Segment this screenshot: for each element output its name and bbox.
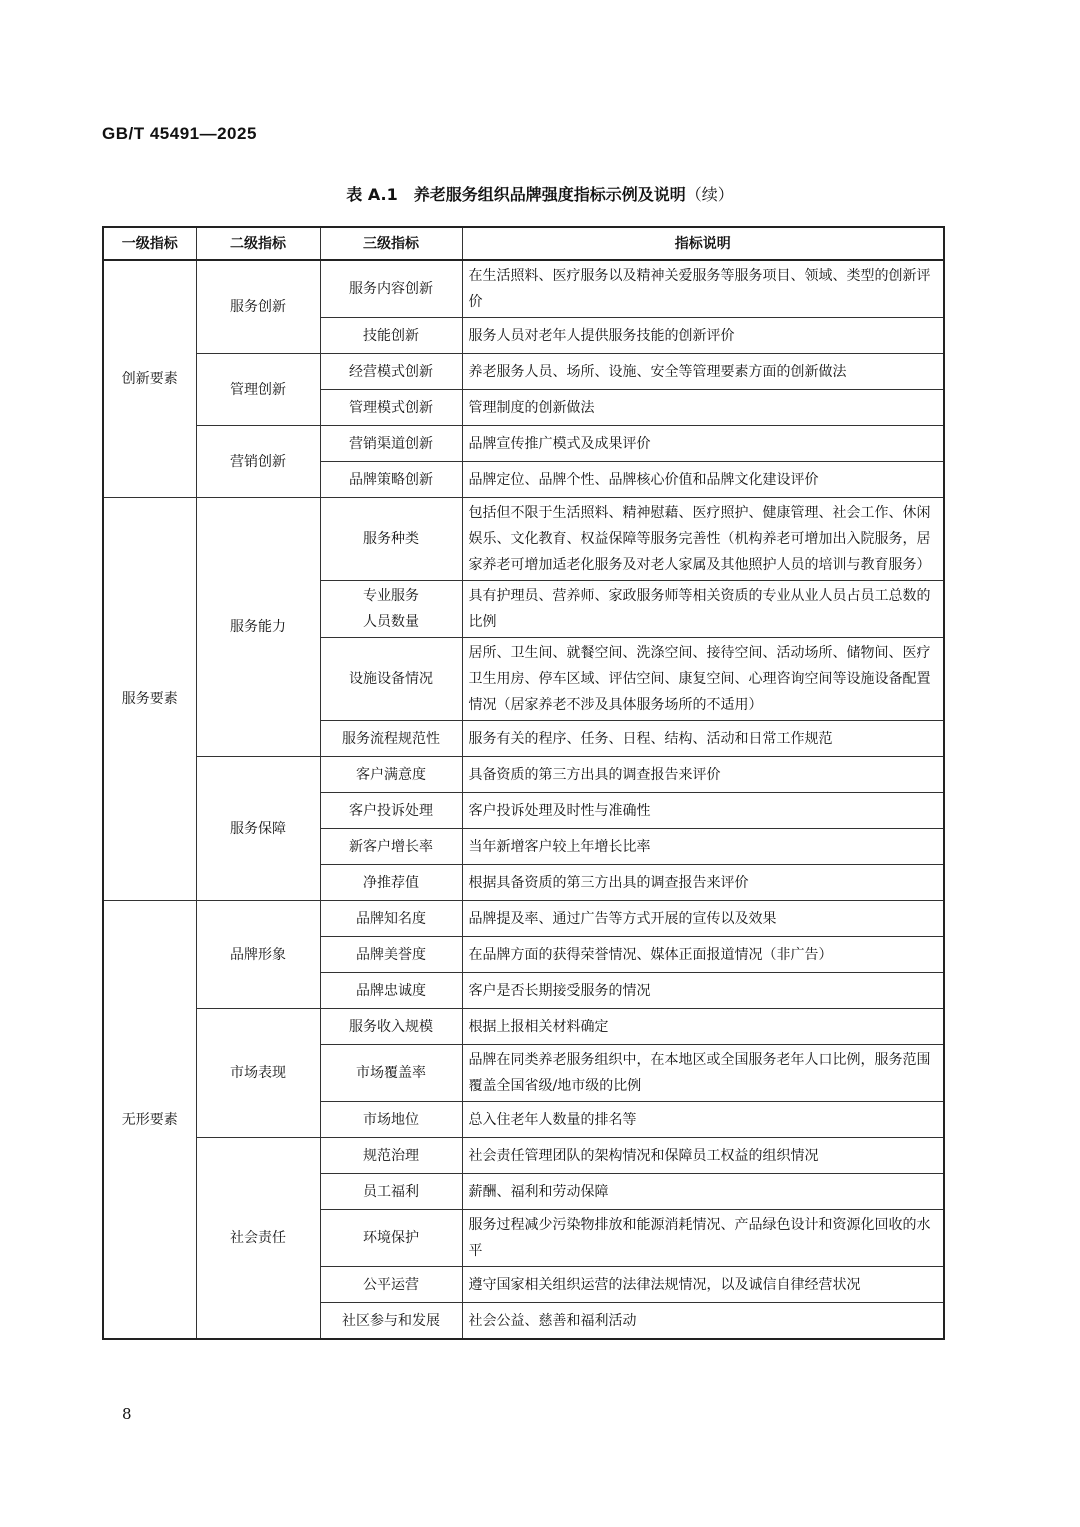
level2-cell: 社会责任	[196, 1138, 320, 1340]
level3-cell: 市场地位	[320, 1102, 462, 1138]
table-row	[103, 1009, 944, 1045]
table-row	[103, 354, 944, 390]
level3-cell: 规范治理	[320, 1138, 462, 1174]
level2-cell: 服务保障	[196, 757, 320, 901]
table-row	[103, 901, 944, 937]
level3-cell: 服务流程规范性	[320, 721, 462, 757]
table-header-row	[103, 227, 944, 260]
page-number: 8	[122, 1405, 132, 1423]
description-cell: 客户投诉处理及时性与准确性	[462, 793, 944, 829]
level2-cell: 管理创新	[196, 354, 320, 426]
description-cell: 根据上报相关材料确定	[462, 1009, 944, 1045]
table-title	[0, 182, 1080, 205]
description-cell: 具备资质的第三方出具的调查报告来评价	[462, 757, 944, 793]
level3-cell: 品牌忠诚度	[320, 973, 462, 1009]
description-cell: 当年新增客户较上年增长比率	[462, 829, 944, 865]
level2-cell: 服务能力	[196, 498, 320, 757]
level3-cell: 员工福利	[320, 1174, 462, 1210]
level3-cell: 服务收入规模	[320, 1009, 462, 1045]
table-title-continued: （续）	[685, 185, 734, 204]
level3-cell: 客户投诉处理	[320, 793, 462, 829]
description-cell: 薪酬、福利和劳动保障	[462, 1174, 944, 1210]
table-row	[103, 498, 944, 581]
description-cell: 品牌提及率、通过广告等方式开展的宣传以及效果	[462, 901, 944, 937]
level3-cell: 服务内容创新	[320, 260, 462, 318]
level3-cell: 服务种类	[320, 498, 462, 581]
description-cell: 社会公益、慈善和福利活动	[462, 1303, 944, 1340]
level3-cell: 客户满意度	[320, 757, 462, 793]
table-row	[103, 757, 944, 793]
table-row	[103, 260, 944, 318]
table-row	[103, 426, 944, 462]
description-cell: 养老服务人员、场所、设施、安全等管理要素方面的创新做法	[462, 354, 944, 390]
level3-cell: 管理模式创新	[320, 390, 462, 426]
level3-cell: 营销渠道创新	[320, 426, 462, 462]
col-header-description: 指标说明	[462, 227, 944, 260]
description-cell: 品牌宣传推广模式及成果评价	[462, 426, 944, 462]
description-cell: 在品牌方面的获得荣誉情况、媒体正面报道情况（非广告）	[462, 937, 944, 973]
col-header-level3: 三级指标	[320, 227, 462, 260]
description-cell: 服务人员对老年人提供服务技能的创新评价	[462, 318, 944, 354]
level1-cell: 服务要素	[103, 498, 196, 901]
level3-cell: 净推荐值	[320, 865, 462, 901]
description-cell: 居所、卫生间、就餐空间、洗涤空间、接待空间、活动场所、储物间、医疗卫生用房、停车区域、评估空间、康复空间、心理咨询空间等设施设备配置情况（居家养老不涉及具体服务场所的不适用）	[462, 638, 944, 721]
description-cell: 包括但不限于生活照料、精神慰藉、医疗照护、健康管理、社会工作、休闲娱乐、文化教育、权益保障等服务完善性（机构养老可增加出入院服务，居家养老可增加适老化服务及对老人家属及其他照护人员的培训与教育服务）	[462, 498, 944, 581]
level3-cell: 品牌知名度	[320, 901, 462, 937]
col-header-level1: 一级指标	[103, 227, 196, 260]
description-cell: 品牌定位、品牌个性、品牌核心价值和品牌文化建设评价	[462, 462, 944, 498]
level3-cell: 环境保护	[320, 1210, 462, 1267]
level2-cell: 营销创新	[196, 426, 320, 498]
level2-cell: 服务创新	[196, 260, 320, 354]
description-cell: 服务有关的程序、任务、日程、结构、活动和日常工作规范	[462, 721, 944, 757]
description-cell: 具有护理员、营养师、家政服务师等相关资质的专业从业人员占员工总数的比例	[462, 581, 944, 638]
level3-cell: 新客户增长率	[320, 829, 462, 865]
description-cell: 服务过程减少污染物排放和能源消耗情况、产品绿色设计和资源化回收的水平	[462, 1210, 944, 1267]
level3-cell: 公平运营	[320, 1267, 462, 1303]
description-cell: 客户是否长期接受服务的情况	[462, 973, 944, 1009]
level2-cell: 市场表现	[196, 1009, 320, 1138]
level3-cell: 经营模式创新	[320, 354, 462, 390]
indicator-table	[102, 226, 945, 1340]
col-header-level2: 二级指标	[196, 227, 320, 260]
description-cell: 根据具备资质的第三方出具的调查报告来评价	[462, 865, 944, 901]
description-cell: 社会责任管理团队的架构情况和保障员工权益的组织情况	[462, 1138, 944, 1174]
table-title-text: 表 A.1 养老服务组织品牌强度指标示例及说明	[346, 185, 686, 204]
level3-cell: 社区参与和发展	[320, 1303, 462, 1340]
level2-cell: 品牌形象	[196, 901, 320, 1009]
level3-cell: 技能创新	[320, 318, 462, 354]
description-cell: 管理制度的创新做法	[462, 390, 944, 426]
level1-cell: 无形要素	[103, 901, 196, 1340]
level3-cell: 专业服务人员数量	[320, 581, 462, 638]
description-cell: 在生活照料、医疗服务以及精神关爱服务等服务项目、领域、类型的创新评价	[462, 260, 944, 318]
table-row	[103, 1138, 944, 1174]
level3-cell: 设施设备情况	[320, 638, 462, 721]
level3-cell: 品牌策略创新	[320, 462, 462, 498]
level3-cell: 市场覆盖率	[320, 1045, 462, 1102]
description-cell: 总入住老年人数量的排名等	[462, 1102, 944, 1138]
description-cell: 遵守国家相关组织运营的法律法规情况，以及诚信自律经营状况	[462, 1267, 944, 1303]
description-cell: 品牌在同类养老服务组织中，在本地区或全国服务老年人口比例，服务范围覆盖全国省级/地市级的比例	[462, 1045, 944, 1102]
level1-cell: 创新要素	[103, 260, 196, 498]
level3-cell: 品牌美誉度	[320, 937, 462, 973]
standard-code: GB/T 45491—2025	[102, 124, 257, 143]
